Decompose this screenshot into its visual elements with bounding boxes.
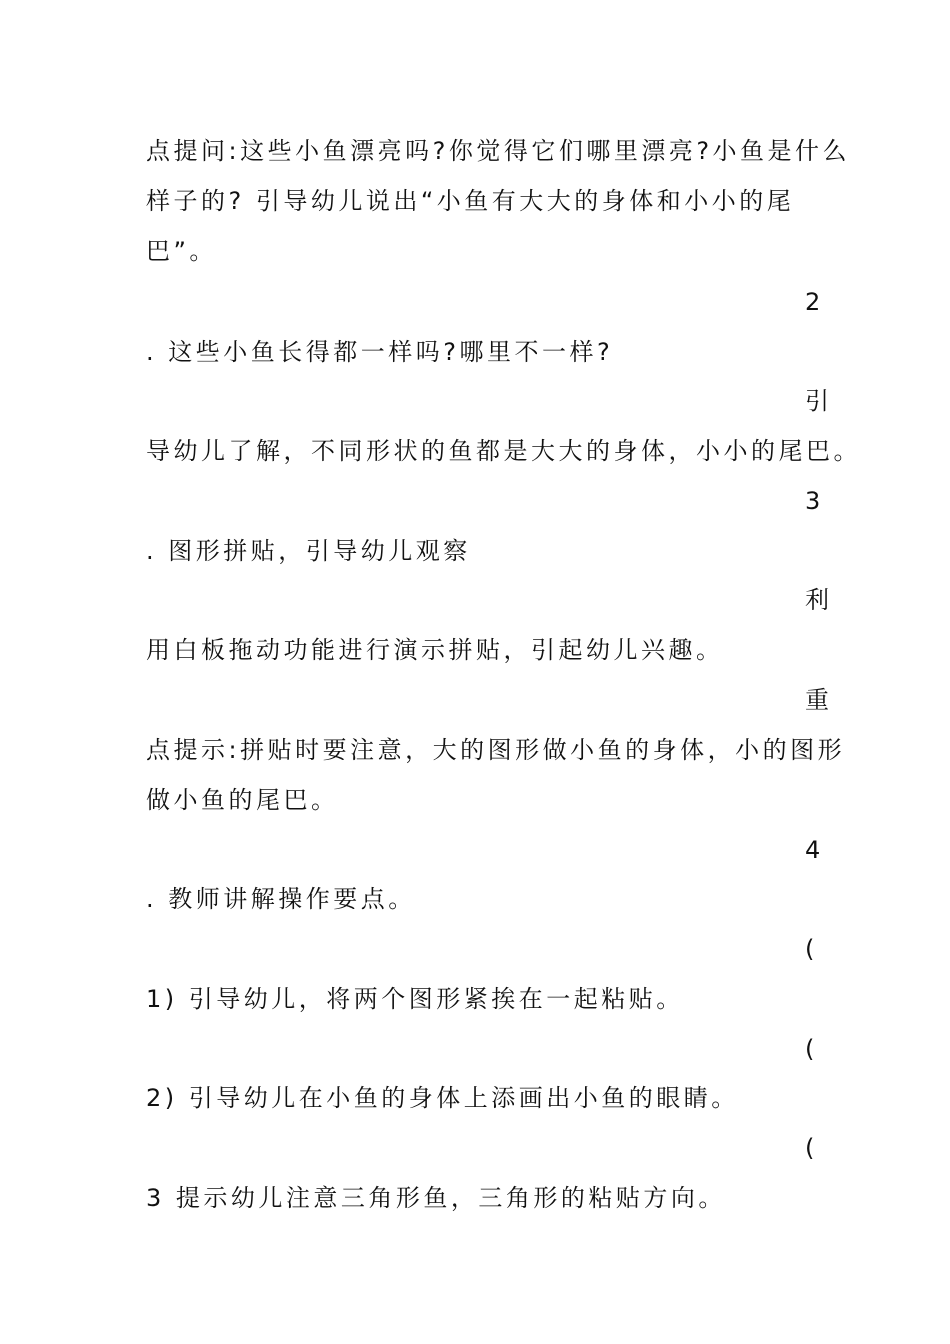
step-number: 2 xyxy=(805,288,821,316)
text-line: 点提示:拼贴时要注意，大的图形做小鱼的身体，小的图形 xyxy=(146,736,846,764)
text-line: . 教师讲解操作要点。 xyxy=(146,885,416,913)
text-line: . 这些小鱼长得都一样吗?哪里不一样? xyxy=(146,338,614,366)
paren-open: ( xyxy=(805,935,815,963)
text-line: 做小鱼的尾巴。 xyxy=(146,786,339,814)
paren-open: ( xyxy=(805,1035,815,1063)
text-line: 样子的? 引导幼儿说出“小鱼有大大的身体和小小的尾 xyxy=(146,187,795,215)
step-number: 3 xyxy=(805,487,821,515)
text-line: 点提问:这些小鱼漂亮吗?你觉得它们哪里漂亮?小鱼是什么 xyxy=(146,137,851,165)
paren-open: ( xyxy=(805,1134,815,1162)
text-line: 用白板拖动功能进行演示拼贴，引起幼儿兴趣。 xyxy=(146,636,724,664)
wrapped-char: 引 xyxy=(805,387,829,415)
step-number: 4 xyxy=(805,836,821,864)
wrapped-char: 重 xyxy=(805,686,829,714)
wrapped-char: 利 xyxy=(805,586,829,614)
text-line: . 图形拼贴，引导幼儿观察 xyxy=(146,537,471,565)
text-line: 1) 引导幼儿，将两个图形紧挨在一起粘贴。 xyxy=(146,985,684,1013)
text-line: 3 提示幼儿注意三角形鱼，三角形的粘贴方向。 xyxy=(146,1184,726,1212)
text-line: 导幼儿了解，不同形状的鱼都是大大的身体，小小的尾巴。 xyxy=(146,437,861,465)
text-line: 巴”。 xyxy=(146,237,217,265)
text-line: 2) 引导幼儿在小鱼的身体上添画出小鱼的眼睛。 xyxy=(146,1084,739,1112)
